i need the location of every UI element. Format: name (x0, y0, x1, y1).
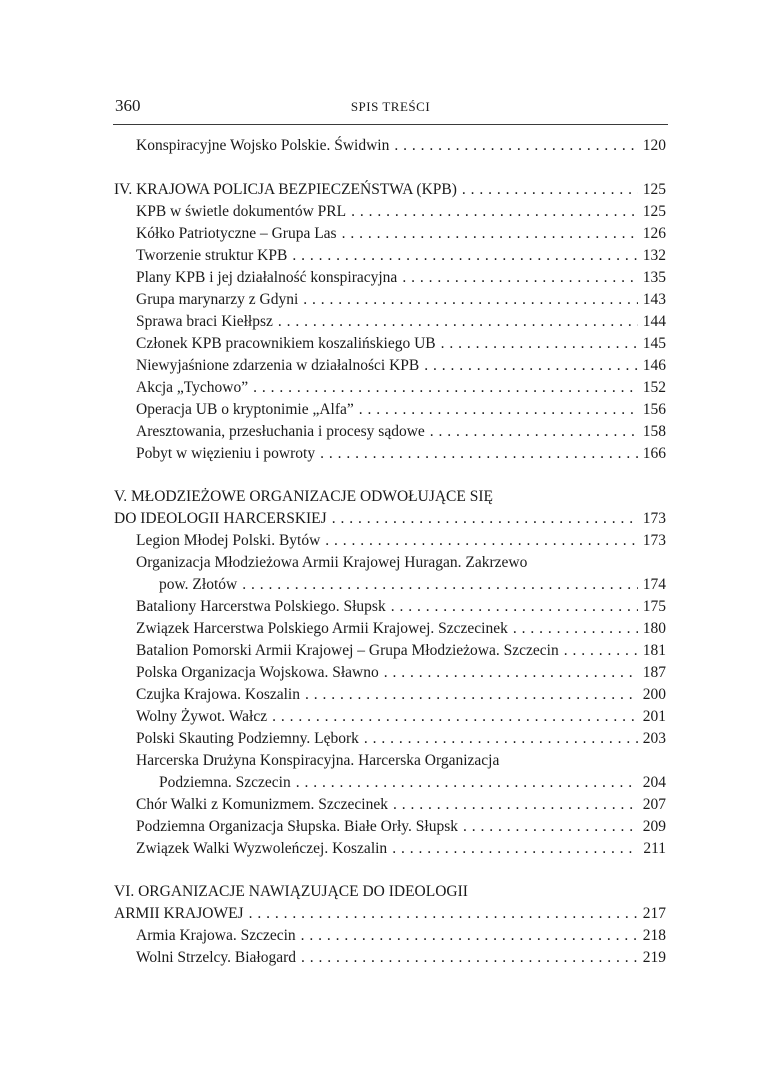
toc-entry-title: Grupa marynarzy z Gdyni (136, 291, 299, 308)
dot-leader (462, 179, 638, 201)
toc-entry-title: pow. Złotów (159, 576, 238, 593)
toc-chapter-line (114, 881, 468, 903)
toc-entry (136, 640, 666, 662)
dot-leader (359, 399, 638, 421)
toc-page-number: 152 (642, 379, 666, 396)
running-title: SPIS TREŚCI (350, 99, 431, 114)
toc-entry (136, 333, 666, 355)
toc-entry-title: KPB w świetle dokumentów PRL (136, 203, 347, 220)
toc-entry-title: Wolny Żywot. Wałcz (136, 708, 268, 725)
dot-leader (242, 574, 638, 596)
toc-entry (136, 596, 666, 618)
toc-page-number: 144 (642, 313, 666, 330)
toc-chapter-line (114, 508, 666, 530)
dot-leader (249, 903, 638, 925)
dot-leader (392, 838, 638, 860)
toc-page-number: 200 (642, 686, 666, 703)
toc-entry-title: Harcerska Drużyna Konspiracyjna. Harcerska Organizacja (136, 752, 500, 769)
toc-page-number: 174 (642, 576, 666, 593)
toc-entry-title: Niewyjaśnione zdarzenia w działalności KPB (136, 357, 420, 374)
toc-entry (136, 377, 666, 399)
toc-page-number: 158 (642, 423, 666, 440)
toc-entry (136, 684, 666, 706)
toc-page-number: 125 (642, 181, 666, 198)
toc-entry-title: Konspiracyjne Wojsko Polskie. Świdwin (136, 137, 390, 154)
dot-leader (424, 355, 638, 377)
toc-entry-title: Podziemna. Szczecin (159, 774, 291, 791)
toc-page-number: 173 (642, 510, 666, 527)
toc-page-number: 120 (642, 137, 666, 154)
toc-entry (159, 574, 666, 596)
toc-page-number: 187 (642, 664, 666, 681)
dot-leader (292, 245, 637, 267)
toc-chapter-line (114, 486, 493, 508)
dot-leader (296, 772, 638, 794)
toc-entry (136, 816, 666, 838)
dot-leader (393, 794, 638, 816)
toc-page-number: 207 (642, 796, 666, 813)
dot-leader (303, 289, 637, 311)
toc-entry (136, 399, 666, 421)
toc-entry (136, 135, 666, 157)
toc-page-number: 209 (642, 818, 666, 835)
toc-entry-title: Pobyt w więzieniu i powroty (136, 445, 316, 462)
dot-leader (272, 706, 638, 728)
toc-entry-title: Sprawa braci Kiełłpsz (136, 313, 273, 330)
toc-entry (136, 421, 666, 443)
dot-leader (441, 333, 638, 355)
toc-entry-title: V. MŁODZIEŻOWE ORGANIZACJE ODWOŁUJĄCE SIĘ (114, 488, 493, 505)
dot-leader (325, 530, 637, 552)
toc-entry (136, 223, 666, 245)
toc-entry-title: Polska Organizacja Wojskowa. Sławno (136, 664, 379, 681)
toc-page-number: 218 (642, 927, 666, 944)
toc-entry (136, 355, 666, 377)
dot-leader (301, 947, 638, 969)
toc-entry (136, 289, 666, 311)
dot-leader (305, 684, 638, 706)
toc-entry (136, 201, 666, 223)
dot-leader (430, 421, 638, 443)
toc-entry-title: Aresztowania, przesłuchania i procesy sądowe (136, 423, 425, 440)
toc-page-number: 143 (642, 291, 666, 308)
toc-entry (136, 443, 666, 465)
dot-leader (513, 618, 638, 640)
dot-leader (320, 443, 638, 465)
page-number: 360 (115, 96, 141, 115)
toc-entry (136, 552, 527, 574)
toc-entry (136, 838, 666, 860)
toc-page-number: 201 (642, 708, 666, 725)
dot-leader (342, 223, 638, 245)
toc-entry-title: Czujka Krajowa. Koszalin (136, 686, 300, 703)
dot-leader (564, 640, 638, 662)
dot-leader (394, 135, 637, 157)
toc-page-number: 204 (642, 774, 666, 791)
toc-entry-title: ARMII KRAJOWEJ (114, 905, 244, 922)
toc-page-number: 211 (643, 840, 666, 857)
toc-entry-title: Wolni Strzelcy. Białogard (136, 949, 297, 966)
dot-leader (364, 728, 638, 750)
toc-page-number: 175 (642, 598, 666, 615)
toc-entry-title: DO IDEOLOGII HARCERSKIEJ (114, 510, 327, 527)
toc-page-number: 180 (642, 620, 666, 637)
toc-page-number: 146 (642, 357, 666, 374)
dot-leader (253, 377, 638, 399)
toc-page-number: 125 (642, 203, 666, 220)
toc-entry-title: Podziemna Organizacja Słupska. Białe Orły. Słupsk (136, 818, 458, 835)
toc-entry (136, 618, 666, 640)
dot-leader (278, 311, 638, 333)
dot-leader (391, 596, 638, 618)
toc-entry (136, 267, 666, 289)
toc-page-number: 126 (642, 225, 666, 242)
toc-page-number: 203 (642, 730, 666, 747)
toc-entry (136, 662, 666, 684)
toc-page-number: 145 (642, 335, 666, 352)
toc-entry (136, 794, 666, 816)
toc-entry (159, 772, 666, 794)
toc-entry (136, 530, 666, 552)
toc-entry-title: Chór Walki z Komunizmem. Szczecinek (136, 796, 388, 813)
toc-page-number: 173 (642, 532, 666, 549)
toc-entry (136, 311, 666, 333)
dot-leader (301, 925, 638, 947)
toc-entry (136, 947, 666, 969)
toc-page-number: 132 (642, 247, 666, 264)
toc-entry (136, 728, 666, 750)
dot-leader (351, 201, 638, 223)
toc-entry-title: Operacja UB o kryptonimie „Alfa” (136, 401, 354, 418)
dot-leader (463, 816, 638, 838)
toc-entry (136, 750, 499, 772)
toc-page-number: 217 (642, 905, 666, 922)
toc-chapter-line (114, 179, 666, 201)
dot-leader (384, 662, 638, 684)
toc-entry-title: Plany KPB i jej działalność konspiracyjna (136, 269, 398, 286)
toc-entry-title: Armia Krajowa. Szczecin (136, 927, 296, 944)
toc-entry-title: Bataliony Harcerstwa Polskiego. Słupsk (136, 598, 386, 615)
dot-leader (332, 508, 638, 530)
toc-entry-title: Związek Harcerstwa Polskiego Armii Krajowej. Szczecinek (136, 620, 508, 637)
toc-entry-title: Akcja „Tychowo” (136, 379, 249, 396)
toc-entry-title: Związek Walki Wyzwoleńczej. Koszalin (136, 840, 388, 857)
toc-entry-title: Tworzenie struktur KPB (136, 247, 288, 264)
toc-entry-title: VI. ORGANIZACJE NAWIĄZUJĄCE DO IDEOLOGII (114, 883, 468, 900)
toc-entry (136, 925, 666, 947)
toc-page-number: 219 (642, 949, 666, 966)
toc-entry (136, 245, 666, 267)
toc-entry-title: Legion Młodej Polski. Bytów (136, 532, 321, 549)
toc-page-number: 156 (642, 401, 666, 418)
toc-entry-title: Kółko Patriotyczne – Grupa Las (136, 225, 337, 242)
toc-entry-title: IV. KRAJOWA POLICJA BEZPIECZEŃSTWA (KPB) (114, 181, 457, 198)
dot-leader (402, 267, 637, 289)
toc-page-number: 166 (642, 445, 666, 462)
toc-page-number: 181 (642, 642, 666, 659)
toc-entry-title: Polski Skauting Podziemny. Lębork (136, 730, 359, 747)
toc-entry-title: Członek KPB pracownikiem koszalińskiego UB (136, 335, 436, 352)
toc-entry-title: Organizacja Młodzieżowa Armii Krajowej Huragan. Zakrzewo (136, 554, 528, 571)
toc-entry (136, 706, 666, 728)
toc-entry-title: Batalion Pomorski Armii Krajowej – Grupa Młodzieżowa. Szczecin (136, 642, 559, 659)
toc-chapter-line (114, 903, 666, 925)
toc-page-number: 135 (642, 269, 666, 286)
